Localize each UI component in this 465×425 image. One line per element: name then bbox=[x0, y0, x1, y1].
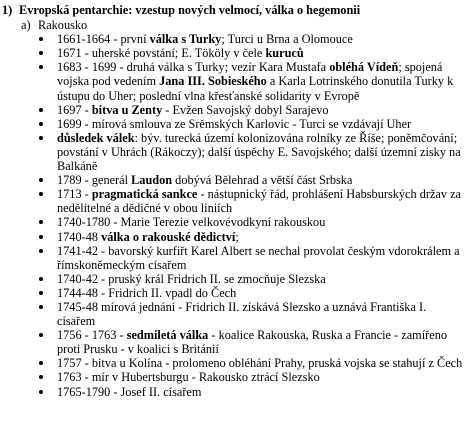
text-segment: 1763 - mír v Hubertsburgu - Rakousko ztrácí Slezsko bbox=[57, 370, 320, 385]
bullet-dot-icon bbox=[39, 361, 43, 365]
bullet-dot-icon bbox=[39, 220, 43, 224]
text-segment: ; bbox=[235, 229, 239, 244]
section-heading bbox=[0, 3, 465, 17]
list-item bbox=[0, 272, 465, 286]
bold-text: válka o rakouské dědictví bbox=[101, 229, 236, 244]
bullet-list bbox=[0, 32, 465, 398]
text-segment: 1745-48 mírová jednání - Fridrich II. získává Slezsko a uznává Františka I. císařem bbox=[57, 299, 427, 329]
text-segment: 1699 - mírová smlouva ze Srěmských Karlovic - Turci se vzdávají Uher bbox=[57, 116, 412, 131]
text-segment: - nástupnický řád, prohlášení Habsburských držav za nedělitelné a dědičné v obou liniích bbox=[57, 187, 462, 216]
text-segment: 1744-48 - Fridrich II. vpadl do Čech bbox=[57, 285, 237, 300]
text-segment: 1683 - 1699 - druhá válka s Turky; vezír Kara Mustafa bbox=[57, 60, 330, 75]
list-item bbox=[0, 286, 465, 300]
list-item bbox=[0, 46, 465, 60]
section-number: 1) bbox=[2, 3, 13, 17]
text-segment: ; spojená vojska pod vedením bbox=[57, 60, 443, 89]
text-segment: a Karla Lotrinského donutila Turky k ústupu do Uher; poslední vlna křesťanské solidarity v Evropě bbox=[57, 74, 454, 103]
text-segment: 1789 - generál bbox=[57, 173, 132, 188]
bold-text: pragmatická sankce bbox=[91, 187, 198, 202]
text-segment: 1740-48 bbox=[57, 229, 102, 244]
text-segment: 1697 - bbox=[57, 102, 92, 117]
list-item bbox=[0, 385, 465, 399]
bullet-dot-icon bbox=[39, 305, 43, 309]
list-item bbox=[0, 60, 465, 102]
list-item bbox=[0, 173, 465, 187]
bullet-dot-icon bbox=[39, 291, 43, 295]
bullet-dot-icon bbox=[39, 249, 43, 253]
text-segment: 1671 - uherské povstání; E. Tököly v čele bbox=[57, 46, 266, 61]
bullet-dot-icon bbox=[39, 136, 43, 140]
bullet-dot-icon bbox=[39, 122, 43, 126]
bullet-dot-icon bbox=[39, 37, 43, 41]
bullet-dot-icon bbox=[39, 277, 43, 281]
bold-text: Laudon bbox=[131, 173, 173, 188]
bold-text: sedmiletá válka bbox=[126, 328, 209, 343]
list-item bbox=[0, 187, 465, 215]
bullet-dot-icon bbox=[39, 390, 43, 394]
list-item bbox=[0, 131, 465, 173]
section-title: Evropská pentarchie: vzestup nových velmocí, válka o hegemonii bbox=[19, 3, 361, 17]
bullet-dot-icon bbox=[39, 51, 43, 55]
bullet-dot-icon bbox=[39, 235, 43, 239]
text-segment: dobývá Bělehrad a větší část Srbska bbox=[172, 173, 353, 188]
text-segment: - Evžen Savojský dobyl Sarajevo bbox=[162, 102, 329, 117]
list-item bbox=[0, 230, 465, 244]
text-segment: 1713 - bbox=[57, 187, 92, 202]
list-item bbox=[0, 244, 465, 272]
text-segment: : býv. turecká území kolonizována rolníky ze Říše; poněmčování; povstání v Uhrách (Rákoczy); další úspěchy E. Savojského; další územní zisky na Balkáně bbox=[57, 130, 461, 174]
list-item bbox=[0, 356, 465, 370]
text-segment: ; Turci u Brna a Olomouce bbox=[221, 32, 353, 47]
text-segment: 1765-1790 - Josef II. císařem bbox=[57, 384, 202, 399]
text-segment: 1757 - bitva u Kolína - prolomeno obléhání Prahy, pruská vojska se stahují z Čech bbox=[57, 356, 463, 371]
list-item bbox=[0, 328, 465, 356]
bold-text: bitva u Zenty bbox=[91, 102, 163, 117]
list-item bbox=[0, 370, 465, 384]
list-item bbox=[0, 32, 465, 46]
text-segment: 1661-1664 - první bbox=[57, 32, 150, 47]
bullet-dot-icon bbox=[39, 178, 43, 182]
bullet-dot-icon bbox=[39, 375, 43, 379]
text-segment: 1740-1780 - Marie Terezie velkovévodkyní rakouskou bbox=[57, 215, 326, 230]
list-item bbox=[0, 300, 465, 328]
text-segment: 1740-42 - pruský král Fridrich II. se zmocňuje Slezska bbox=[57, 271, 326, 286]
list-item bbox=[0, 117, 465, 131]
bullet-dot-icon bbox=[39, 65, 43, 69]
bold-text: obléhá Vídeň bbox=[329, 60, 399, 75]
bold-text: kuruců bbox=[265, 46, 304, 61]
bullet-dot-icon bbox=[39, 333, 43, 337]
subsection-title: Rakousko bbox=[38, 18, 88, 33]
subsection-letter: a) bbox=[21, 18, 31, 33]
bold-text: důsledek válek bbox=[57, 130, 135, 145]
bullet-dot-icon bbox=[39, 192, 43, 196]
subsection-heading bbox=[0, 18, 465, 32]
list-item bbox=[0, 215, 465, 229]
text-segment: - koalice Rakouska, Ruska a Francie - zamířeno proti Prusku - v koalici s Británií bbox=[57, 328, 448, 357]
bold-text: Jana III. Sobieského bbox=[159, 74, 267, 89]
bullet-dot-icon bbox=[39, 108, 43, 112]
list-item bbox=[0, 103, 465, 117]
text-segment: 1756 - 1763 - bbox=[57, 328, 127, 343]
text-segment: 1741-42 - bavorský kurfiřt Karel Albert se nechal provolat českým vdorokrálem a římskoněmeckým císařem bbox=[57, 243, 460, 272]
bold-text: válka s Turky bbox=[149, 32, 222, 47]
